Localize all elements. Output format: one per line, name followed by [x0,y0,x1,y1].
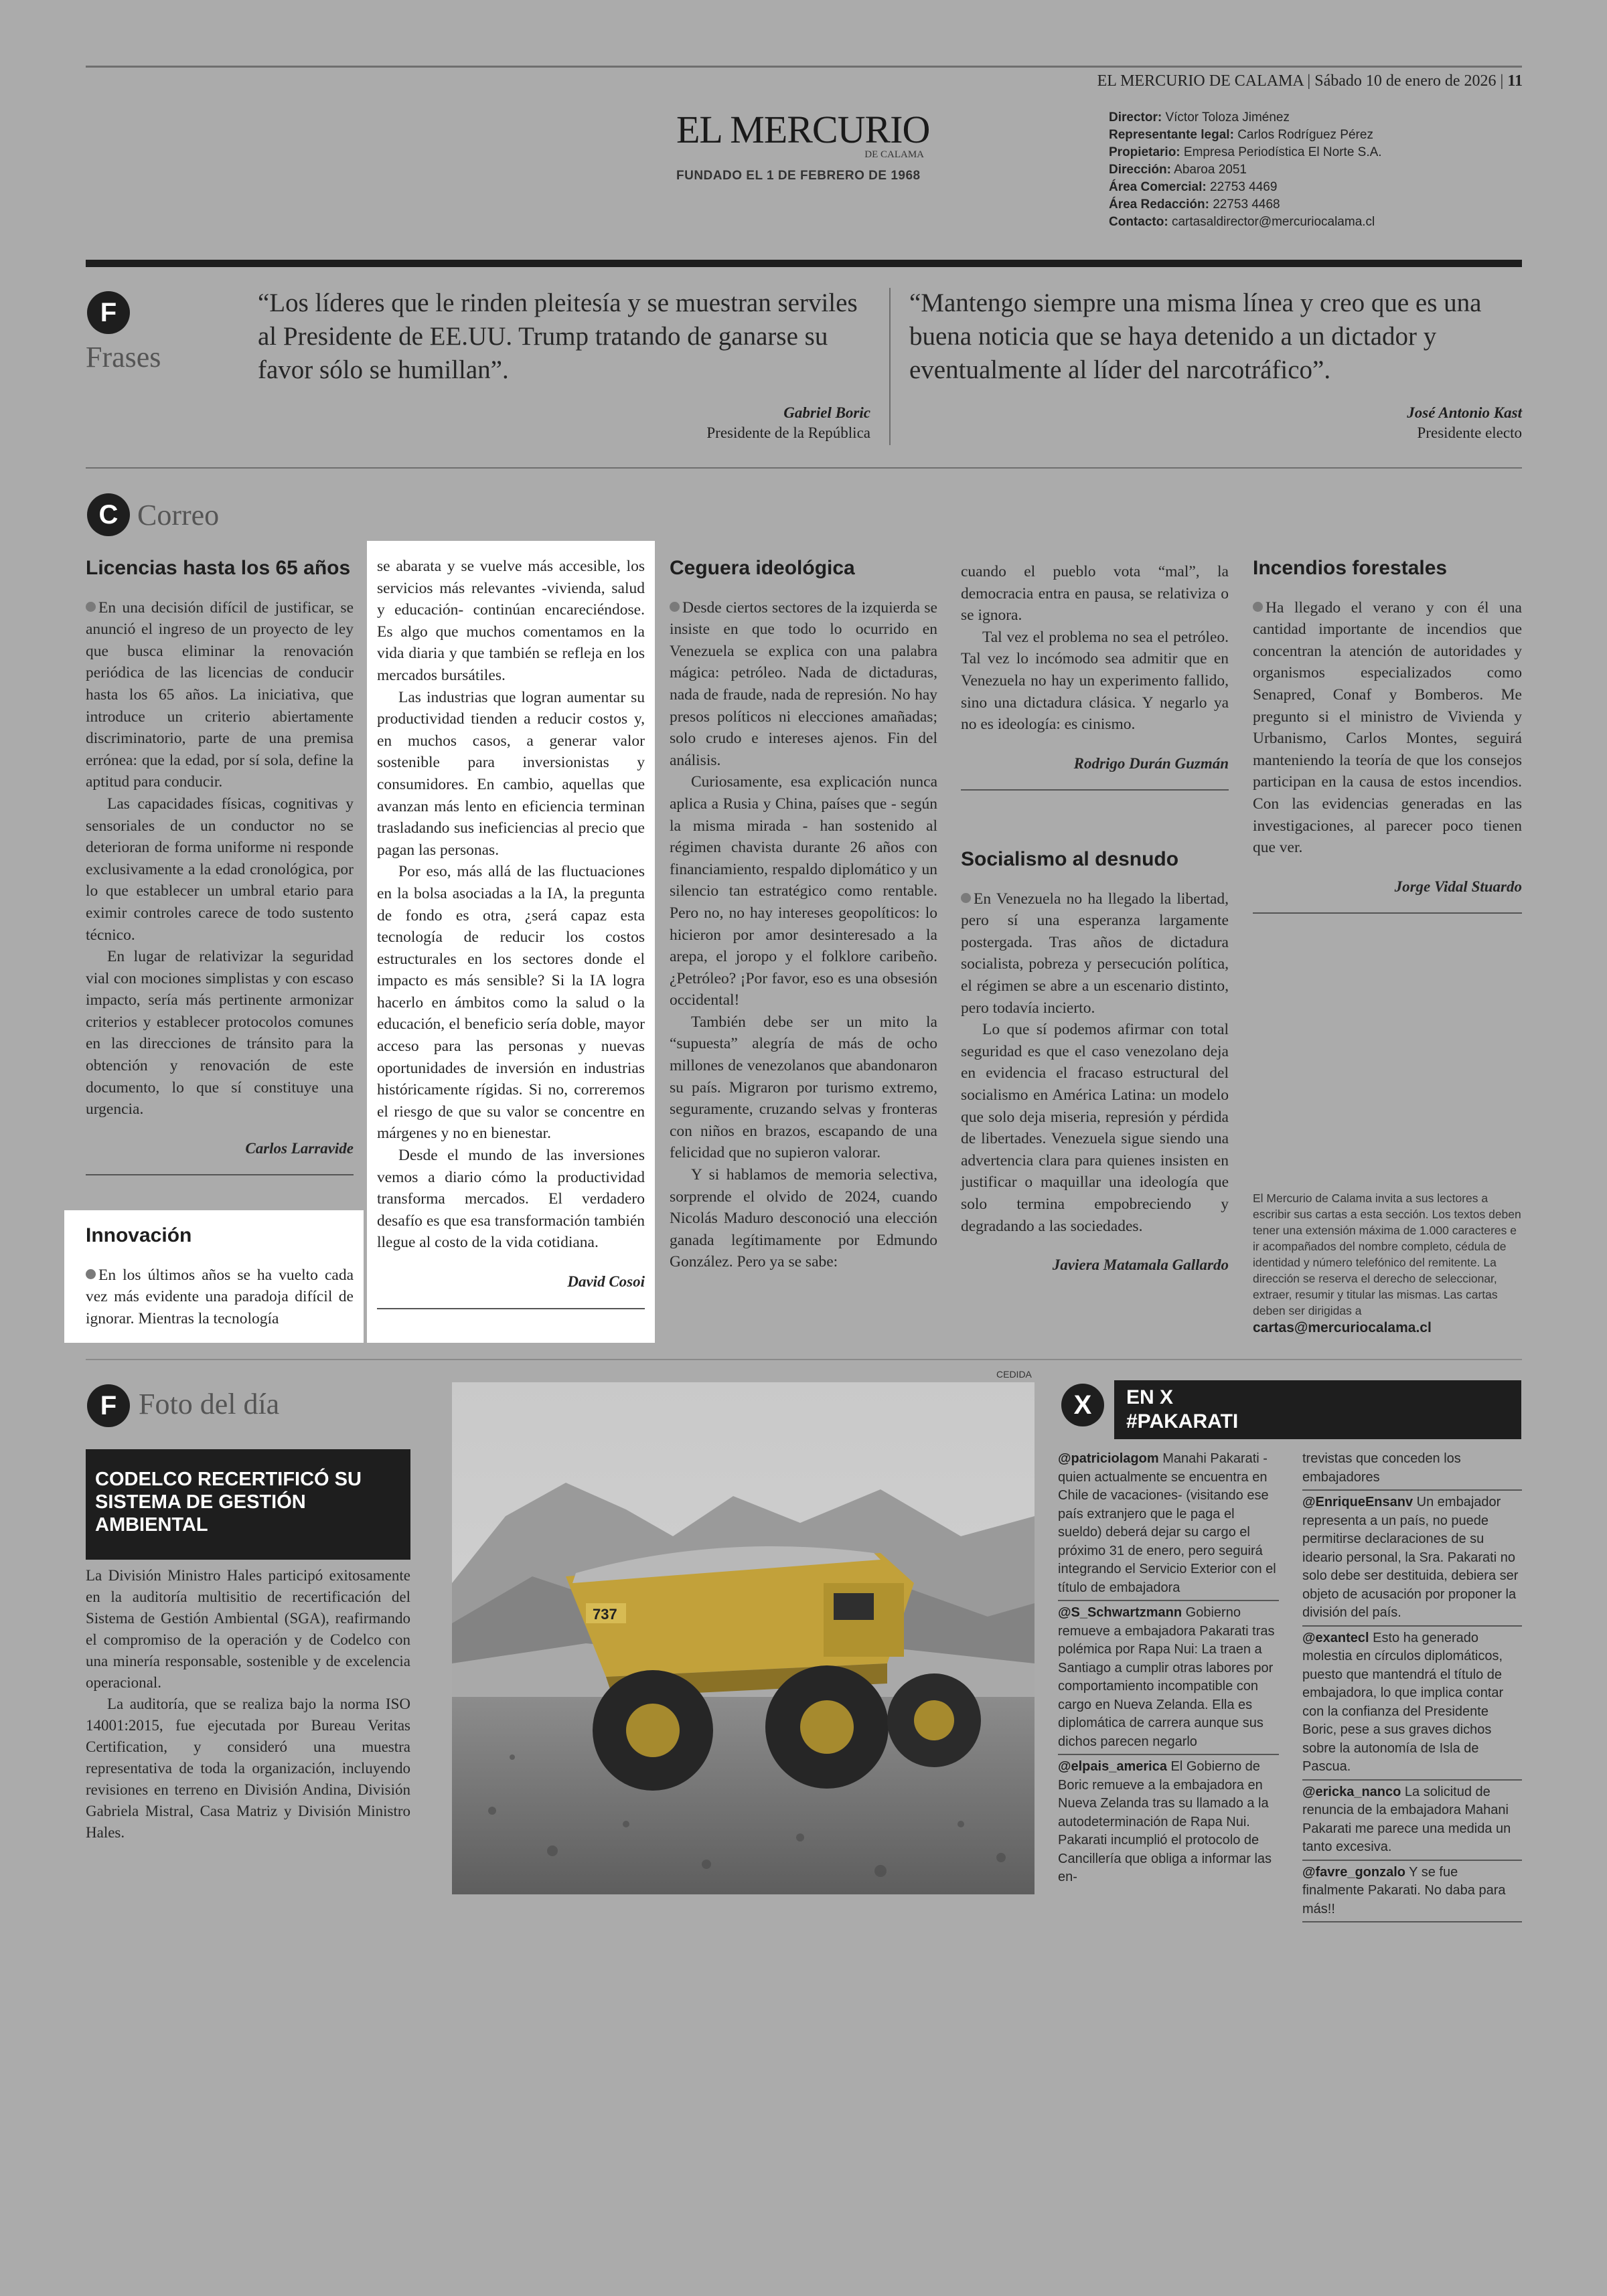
quote-text: “Mantengo siempre una misma línea y creo que es una buena noticia que se haya detenido a un dictador y eventualmente al líder del narcotráfico”. [909,289,1482,384]
tweet-text: Manahi Pakarati - quien actualmente se encuentra en Chile de vacaciones- (visitando ese país extranjero que le paga el sueldo) deberá dejar su cargo el próximo 31 de enero, pero seguirá integrando el Servicio Exterior con el título de embajadora [1058,1451,1276,1595]
masthead-rule [86,260,1522,267]
tweet-continuation [1302,1447,1522,1491]
letters-bottom-rule [86,1359,1522,1360]
letters-notice [1253,1190,1522,1336]
staff-newsroom: Área Redacción: 22753 4468 [1109,197,1280,212]
letter-socialismo [961,849,1229,1277]
letter-paragraph: En una decisión difícil de justificar, se anunció el ingreso de un proyecto de ley que busca eliminar la renovación periódica de las licencias de conducir hasta los 65 años. La iniciativa, que introduce un criterio abiertamente discriminatorio, parte de una premisa errónea: que la edad, por sí sola, define la aptitud para conducir. [86,597,354,793]
correo-section-icon: C [87,493,130,536]
codelco-headline-box [86,1449,410,1560]
tweet-handle[interactable]: @EnriqueEnsanv [1302,1495,1413,1509]
tweet-handle[interactable]: @S_Schwartzmann [1058,1605,1182,1620]
letter-paragraph: En lugar de relativizar la seguridad vial con mociones simplistas y con escaso impacto, sería más pertinente armonizar criterios y establecer protocolos comunes en las direcciones de tránsito para la obtención y renovación de este documento, lo que sí constituye una urgencia. [86,948,354,1119]
staff-director: Director: Víctor Toloza Jiménez [1109,110,1290,125]
divider [377,1308,645,1309]
page-number: 11 [1507,72,1523,90]
letter-licencias [86,558,354,1175]
quote-text: “Los líderes que le rinden pleitesía y se muestran serviles al Presidente de EE.UU. Trump tratando de ganarse su favor sólo se humillan”. [258,289,858,384]
frases-rule [86,467,1522,469]
frases-section-icon: F [87,291,130,334]
tweet-handle[interactable]: @favre_gonzalo [1302,1864,1405,1880]
notice-email[interactable]: cartas@mercuriocalama.cl [1253,1320,1432,1335]
frases-section-title: Frases [86,341,161,374]
mining-truck-image [452,1382,1035,1894]
enx-title-box [1114,1380,1521,1439]
letter-paragraph: Lo que sí podemos afirmar con total seguridad es que el caso venezolano deja en evidencia el fracaso estructural del socialismo en América Latina: un modelo que solo deja miseria, represión y pérdida de libertades. Venezuela sigue siendo una advertencia clara para quienes insisten en justificar o maquillar una ideología que solo termina empobreciendo y degradando a las sociedades. [961,1021,1229,1235]
tweet [1302,1861,1522,1923]
founded-line: FUNDADO EL 1 DE FEBRERO DE 1968 [676,169,921,183]
letter-paragraph: También debe ser un mito la “supuesta” alegría de más de ocho millones de venezolanos que abandonaron su país. Migraron por turismo extremo, seguramente, cruzando selvas y fronteras con niños en brazos, escapando de una felicidad que no supieron valorar. [670,1013,937,1162]
letter-paragraph: En los últimos años se ha vuelto cada vez más evidente una paradoja difícil de ignorar. Mientras la tecnología [86,1264,354,1330]
logo-sub: DE CALAMA [864,149,924,160]
issue-date: Sábado 10 de enero de 2026 [1314,72,1497,90]
tweet-handle[interactable]: @elpais_america [1058,1759,1167,1774]
tweet-text: Gobierno remueve a embajadora Pakarati tras polémica por Rapa Nui: La traen a Santiago a cumplir otras labores por comportamiento incompatible con cargo en Nueva Zelanda. Ella es diplomática de carrera aunque sus dichos parecen negarlo [1058,1605,1275,1749]
letter-ceguera-cont [961,561,1229,791]
mining-truck-photo [452,1382,1035,1894]
letter-headline: Incendios forestales [1253,557,1448,579]
divider [961,789,1229,791]
divider [86,1174,354,1175]
letter-innovacion-start [86,1225,354,1329]
tweet [1058,1447,1279,1601]
correo-section-title: Correo [137,499,220,531]
letter-signature: Rodrigo Durán Guzmán [1073,754,1229,772]
tweet-text: El Gobierno de Boric remueve a la embajadora en Nueva Zelanda tras su llamado a la autodeterminación de Rapa Nui. Pakarati incumplió el protocolo de Cancillería que obliga a informar las en- [1058,1759,1272,1884]
x-logo-icon: X [1061,1384,1104,1426]
tweets-column-right [1302,1447,1522,1922]
letter-signature: Jorge Vidal Stuardo [1394,878,1522,895]
tweet-text: trevistas que conceden los embajadores [1302,1451,1461,1485]
letter-paragraph: Las capacidades físicas, cognitivas y sensoriales de un conductor no se deterioran de forma uniforme ni responde exclusivamente a la edad cronológica, por lo que establecer un umbral etario para eximir controles carece de todo sustento técnico. [86,795,354,944]
tweets-column-left [1058,1447,1279,1890]
letter-paragraph: Curiosamente, esa explicación nunca aplica a Rusia y China, países que - según la misma mirada - han sostenido al régimen chavista durante 26 años con financiamiento, respaldo diplomático y un silencio tan estratégico como rentable. Pero no, no hay intereses geopolíticos: lo hicieron por amor desinteresado a la arepa, el joropo y el folklore caribeño. ¿Petróleo? ¡Por favor, eso es una obsesión occidental! [670,773,937,1009]
photo-credit: CEDIDA [996,1369,1032,1380]
tweet-text: Esto ha generado molestia en círculos diplomáticos, puesto que mantendrá el título de embajadora, lo que implica contar con la confianza del Presidente Boric, pese a sus graves dichos sobre la autonomía de Isla de Pascua. [1302,1630,1504,1774]
letter-paragraph: Desde ciertos sectores de la izquierda se insiste en que todo lo ocurrido en Venezuela se explica con una palabra mágica: petróleo. Nada de dictaduras, nada de fraude, nada de represión. No hay presos políticos ni elecciones amañadas; solo crudo e intereses ajenos. Fin del análisis. [670,597,937,772]
tweet [1058,1601,1279,1755]
logo-name: EL MERCURIO [676,108,930,151]
foto-section-icon: F [87,1384,130,1427]
letter-paragraph: Las industrias que logran aumentar su productividad tienden a reducir costos y, en muchos casos, a generar valor sostenible para inversionistas y consumidores. En cambio, aquellas que avanzan más lento en eficiencia terminan trasladando sus ineficiencias al precio que pagan las personas. [377,688,645,859]
quote-author: José Antonio Kast [1407,404,1522,421]
tweet [1058,1755,1279,1890]
top-rule [86,66,1522,68]
letter-headline: Innovación [86,1224,192,1246]
letter-innovacion-cont [377,556,645,1309]
tweet-text: La solicitud de renuncia de la embajadora Mahani Pakarati me parece una medida un tanto excesiva. [1302,1784,1511,1854]
letter-headline: Socialismo al desnudo [961,848,1179,870]
enx-hashtag: #PAKARATI [1126,1410,1239,1432]
letter-paragraph: se abarata y se vuelve más accesible, los servicios más relevantes -vivienda, salud y educación- continúan encareciéndose. Es algo que muchos comentamos en la vida diaria y que también se refleja en los mercados bursátiles. [377,558,645,684]
tweet-handle[interactable]: @patriciolagom [1058,1451,1159,1466]
staff-commercial: Área Comercial: 22753 4469 [1109,180,1278,194]
truck-number: 737 [593,1606,617,1623]
divider [1253,912,1522,914]
foto-section-title: Foto del día [139,1388,280,1420]
letter-signature: Carlos Larravide [245,1139,354,1157]
letter-ceguera [670,558,937,1273]
staff-representative: Representante legal: Carlos Rodríguez Pérez [1109,128,1373,142]
article-paragraph: La División Ministro Hales participó exitosamente en la auditoría multisitio de recertificación del Sistema de Gestión Ambiental (SGA), reafirmando el compromiso de la operación y de Codelco con una minería responsable, sostenible y de excelencia operacional. [86,1567,410,1691]
quote-kast [909,286,1522,442]
quote-boric [258,286,870,442]
page-header-line: EL MERCURIO DE CALAMA | Sábado 10 de enero de 2026 | 11 [1097,72,1523,90]
tweet-text: Y se fue finalmente Pakarati. No daba para más!! [1302,1864,1506,1916]
tweet [1302,1491,1522,1627]
notice-text: El Mercurio de Calama invita a sus lectores a escribir sus cartas a esta sección. Los textos deben tener una extensión máxima de 1.000 caracteres e ir acompañados del nombre completo, cédula de identidad y número telefónico del remitente. La dirección se reserva el derecho de seleccionar, extraer, resumir y titular las mismas. Las cartas deben ser dirigidas a [1253,1192,1521,1317]
staff-address: Dirección: Abaroa 2051 [1109,163,1247,177]
letter-paragraph: Tal vez el problema no sea el petróleo. Tal vez lo incómodo sea admitir que en Venezuela no hay un experimento fallido, sino una dictadura clásica. Y negarlo ya no es ideología: es cinismo. [961,628,1229,734]
letter-incendios [1253,558,1522,914]
letter-paragraph: Desde el mundo de las inversiones vemos a diario cómo la productividad transforma mercados. El verdadero desafío es que esa transformación también llegue al costo de la vida cotidiana. [377,1147,645,1252]
letter-paragraph: Ha llegado el verano y con él una cantidad importante de incendios que concentran la atención de autoridades y organismos especializados como Senapred, Conaf y Bomberos. Me pregunto si el ministro de Vivienda y Urbanismo, Carlos Montes, seguirá manteniendo la teoría de que los consejos participan en la causa de estos incendios. Con las evidencias generadas en las investigaciones, al parecer poco tienen que ver. [1253,597,1522,859]
letter-signature: Javiera Matamala Gallardo [1052,1256,1229,1274]
letter-paragraph: En Venezuela no ha llegado la libertad, pero sí una esperanza largamente postergada. Tras años de dictadura socialista, pobreza y persecución política, el régimen se abre a un escenario distinto, pero todavía incierto. [961,888,1229,1019]
letter-paragraph: Y si hablamos de memoria selectiva, sorprende el olvido de 2024, cuando Nicolás Maduro desconoció una elección ganada legítimamente por Edmundo González. Pero ya se sabe: [670,1166,937,1271]
letter-paragraph: cuando el pueblo vota “mal”, la democracia entra en pausa, se relativiza o se ignora. [961,563,1229,625]
tweet-text: Un embajador representa a un país, no puede permitirse declaraciones de su ideario personal, la Sra. Pakarati no solo debe ser destituida, debiera ser objeto de acusación por proponer la división del país. [1302,1495,1519,1620]
newspaper-logo [676,110,931,183]
enx-title-line1: EN X [1126,1386,1174,1408]
quote-author: Gabriel Boric [783,404,870,421]
frases-divider [889,288,891,445]
letter-signature: David Cosoi [567,1273,645,1290]
letter-paragraph: Por eso, más allá de las fluctuaciones en la bolsa asociadas a la IA, la pregunta de fondo es otra, ¿será capaz esta tecnología de reducir los costos estructurales en los sectores donde el impacto es más sensible? Si la IA logra hacerlo en ámbitos como la salud o la educación, el beneficio sería doble, mayor acceso para las personas y nuevas oportunidades de inversión en industrias históricamente rígidas. Si no, correremos el riesgo de que su valor se concentre en márgenes y no en bienestar. [377,863,645,1143]
staff-contact: Contacto: cartasaldirector@mercuriocalama.cl [1109,215,1375,229]
publication-name: EL MERCURIO DE CALAMA [1097,72,1304,90]
tweet [1302,1627,1522,1781]
tweet-handle[interactable]: @exantecl [1302,1630,1369,1645]
tweet-handle[interactable]: @ericka_nanco [1302,1784,1401,1799]
quote-role: Presidente de la República [706,424,870,441]
codelco-article [86,1565,410,1843]
quote-role: Presidente electo [1417,424,1522,441]
staff-box [1109,109,1382,231]
letter-headline: Ceguera ideológica [670,557,855,579]
letter-headline: Licencias hasta los 65 años [86,557,351,579]
article-paragraph: La auditoría, que se realiza bajo la norma ISO 14001:2015, fue ejecutada por Bureau Veritas Certification, y consideró una muestra representativa de toda la organización, incluyendo revisiones en terreno en División Andina, División Gabriela Mistral, Casa Matriz y División Ministro Hales. [86,1696,410,1841]
tweet [1302,1781,1522,1861]
staff-owner: Propietario: Empresa Periodística El Norte S.A. [1109,145,1382,159]
codelco-headline: CODELCO RECERTIFICÓ SU SISTEMA DE GESTIÓN AMBIENTAL [95,1469,362,1536]
